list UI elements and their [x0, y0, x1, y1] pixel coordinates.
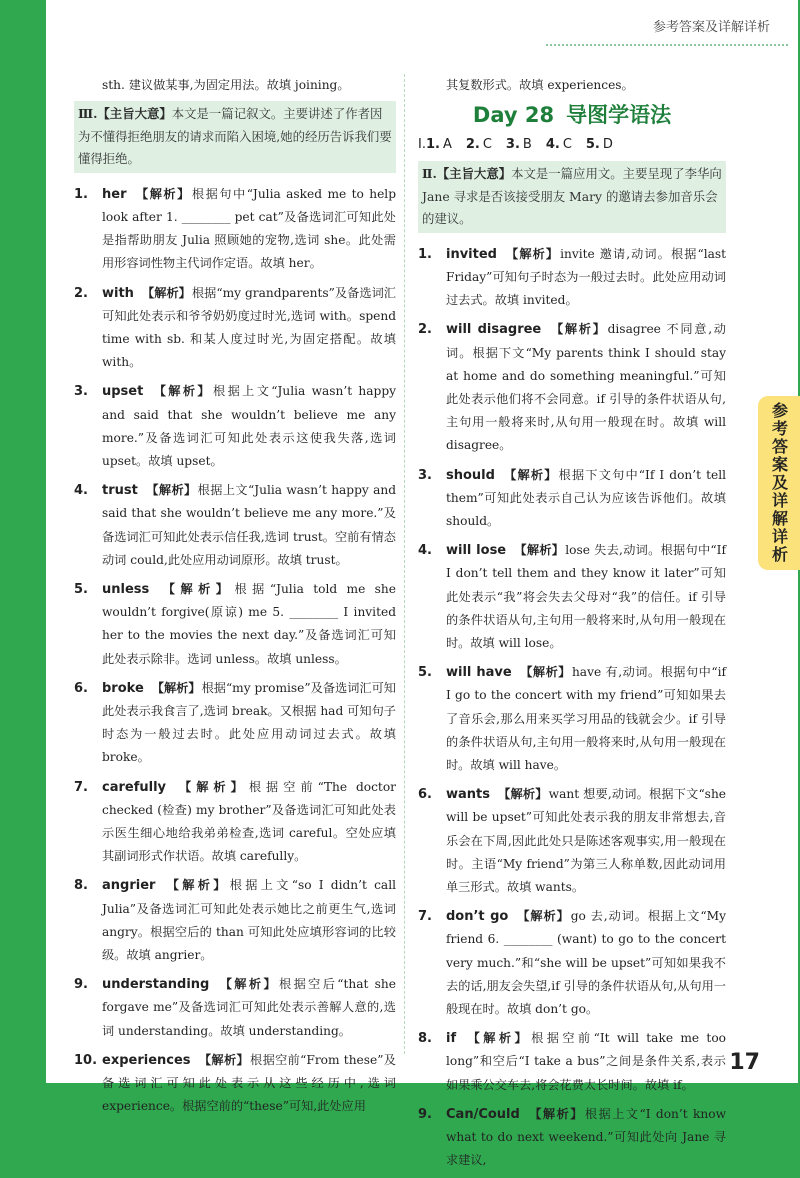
item-number: 3.: [74, 384, 88, 400]
item-number: 9.: [74, 977, 88, 993]
analysis-tag: 【解析】: [504, 246, 560, 261]
answer-item: [74, 677, 396, 770]
day-subtitle: 导图学语法: [566, 103, 672, 128]
choice-number: 5.: [585, 137, 600, 153]
analysis-text: 根据“my promise”及备选词汇可知此处表示我食言了,选词 break。又根据 had 可知句子时态为一般过去时。此处应用动词过去式。故填 broke。: [102, 680, 396, 765]
answer-item: [418, 464, 726, 534]
analysis-text: 根据空前“From these”及备选词汇可知此处表示从这些经历中,选词 experience。根据空前的“these”可知,此处应用: [102, 1052, 396, 1114]
analysis-tag: 【解析】: [174, 779, 248, 794]
item-number: 1.: [74, 186, 88, 202]
item-answer: will have: [446, 665, 512, 681]
item-number: 4.: [74, 483, 88, 499]
section-one-list: [426, 137, 627, 152]
analysis-tag: 【解析】: [151, 384, 213, 399]
item-answer: should: [446, 467, 495, 483]
answer-item: [418, 318, 726, 457]
choice-answer: [586, 137, 613, 152]
item-answer: Can/Could: [446, 1106, 520, 1122]
item-number: 5.: [418, 665, 432, 681]
answer-item: [74, 183, 396, 276]
analysis-tag: 【解析】: [516, 909, 570, 924]
answer-item: [74, 282, 396, 375]
analysis-text: 根据“my grandparents”及备选词汇可知此处表示和爷爷奶奶度过时光,选词 with。spend time with sb. 和某人度过时光,为固定搭配。故填 with。: [102, 285, 396, 370]
item-answer: broke: [102, 680, 144, 696]
item-answer: trust: [102, 483, 138, 499]
analysis-tag: 【解析】: [163, 878, 229, 893]
summary-tag: Ⅲ.【主旨大意】: [78, 106, 172, 122]
choice-answer: [506, 137, 532, 152]
page-number: 17: [729, 1050, 760, 1075]
answer-item: [74, 1049, 396, 1119]
section-side-tab: [758, 396, 800, 570]
analysis-text: 根据空前“It will take me too long”和空后“I take a bus”之间是条件关系,表示如果乘公交车去,将会花费太长时间。故填 if。: [446, 1031, 727, 1092]
analysis-tag: 【解析】: [151, 680, 201, 695]
item-answer: upset: [102, 384, 144, 400]
analysis-text: 根据上文“Julia wasn’t happy and said that she wouldn’t believe me any more.”及备选词汇可知此处表示这使我失落,选词 upset。故填 upset。: [102, 384, 397, 468]
analysis-text: 根据“Julia told me she wouldn’t forgive(原谅) me 5. ________ I invited her to the movies the next day.”及备选词汇可知此处表示除非。选词 unless。故填 unless。: [102, 581, 396, 666]
item-answer: will disagree: [446, 322, 542, 338]
analysis-tag: 【解析】: [498, 787, 548, 802]
item-number: 2.: [74, 285, 88, 301]
continued-text: 其复数形式。故填 experiences。: [446, 78, 634, 92]
answer-item: [74, 973, 396, 1043]
analysis-tag: 【解析】: [134, 186, 191, 201]
choice-letter: C: [482, 137, 492, 153]
item-number: 5.: [74, 581, 88, 597]
section-one-answers: [418, 133, 726, 157]
summary-text: 本文是一篇记叙文。主要讲述了作者因为不懂得拒绝朋友的请求而陷入困境,她的经历告诉我们要懂得拒绝。: [78, 106, 392, 167]
answer-item: [418, 1027, 726, 1097]
summary-box: [418, 161, 726, 233]
answer-item: [74, 776, 396, 869]
item-answer: will lose: [446, 543, 507, 559]
analysis-text: invite 邀请,动词。根据“last Friday”可知句子时态为一般过去时。此处应用动词过去式。故填 invited。: [446, 246, 727, 308]
answer-item: [74, 874, 396, 967]
summary-box: [74, 101, 396, 173]
item-answer: experiences: [102, 1052, 191, 1068]
day-heading: [418, 99, 726, 129]
column-divider: [404, 74, 405, 1054]
running-header: 参考答案及详解详析: [652, 20, 770, 35]
left-column: [74, 74, 396, 1124]
answer-item: [418, 1103, 726, 1173]
answer-item: [418, 783, 726, 899]
item-answer: with: [102, 285, 134, 301]
item-number: 8.: [74, 878, 88, 894]
item-number: 1.: [418, 246, 432, 262]
item-number: 9.: [418, 1106, 432, 1122]
item-number: 10.: [74, 1052, 98, 1068]
choice-answer: [466, 137, 492, 152]
answer-item: [74, 380, 396, 473]
side-tab-label: 参考答案及详解详析: [769, 402, 789, 564]
answer-item: [418, 661, 726, 777]
analysis-text: 根据上文“Julia wasn’t happy and said that she wouldn’t believe me any more.”及备选词汇可知此处表示信任我,选词 trust。空前有情态动词 could,此处应用动词原形。故填 trust。: [102, 483, 396, 567]
continued-text: sth. 建议做某事,为固定用法。故填 joining。: [102, 78, 350, 92]
answer-item: [74, 578, 396, 671]
analysis-tag: 【解析】: [549, 322, 607, 337]
choice-number: 4.: [545, 137, 560, 153]
analysis-tag: 【解析】: [464, 1031, 531, 1046]
item-answer: if: [446, 1031, 457, 1047]
item-number: 2.: [418, 322, 432, 338]
analysis-tag: 【解析】: [527, 1106, 584, 1121]
item-number: 6.: [74, 680, 88, 696]
analysis-text: 根据上文“I don’t know what to do next weekend.”可知此处向 Jane 寻求建议,: [446, 1106, 727, 1168]
analysis-tag: 【解析】: [514, 543, 565, 558]
analysis-text: 根据空前“The doctor checked (检查) my brother”及备选词汇可知此处表示医生细心地给我弟弟检查,选词 careful。空处应填其副词形式作状语。故填 carefully。: [102, 779, 396, 864]
choice-letter: B: [522, 137, 532, 153]
answer-item: [418, 243, 726, 313]
summary-tag: Ⅱ.【主旨大意】: [422, 166, 512, 182]
analysis-text: 根据上文“so I didn’t call Julia”及备选词汇可知此处表示她比之前更生气,选词 angry。根据空后的 than 可知此处应填形容词的比较级。故填 angrier。: [102, 878, 396, 962]
item-answer: her: [102, 186, 127, 202]
choice-letter: A: [442, 137, 452, 153]
analysis-text: lose 失去,动词。根据句中“If I don’t tell them and they know it later”可知此处表示“我”将会失去父母对“我”的信任。if 引导的条件状语从句,主句用一般将来时,从句用一般现在时。故填 will lose。: [446, 543, 726, 650]
item-answer: unless: [102, 581, 150, 597]
choice-answer: [546, 137, 572, 152]
answer-list: [74, 183, 396, 1119]
answer-list: [418, 243, 726, 1173]
analysis-text: 根据空后“that she forgave me”及备选词汇可知此处表示善解人意的,选词 understanding。故填 understanding。: [102, 977, 396, 1038]
item-number: 3.: [418, 467, 432, 483]
choice-number: 1.: [425, 137, 440, 153]
analysis-text: want 想要,动词。根据下文“she will be upset”可知此处表示我的朋友非常想去,音乐会在下周,因此此处只是陈述客观事实,用一般现在时。主语“My friend”为第三人称单数,因此动词用单三形式。故填 wants。: [446, 787, 727, 894]
choice-letter: C: [562, 137, 572, 153]
analysis-text: 根据句中“Julia asked me to help look after 1. ________ pet cat”及备选词汇可知此处是指帮助朋友 Julia 照顾她的宠物,选词 she。此处需用形容词性物主代词作定语。故填 her。: [102, 186, 397, 271]
answer-item: [418, 539, 726, 655]
analysis-tag: 【解析】: [145, 483, 197, 498]
item-answer: angrier: [102, 878, 156, 894]
answer-item: [74, 479, 396, 572]
choice-number: 3.: [505, 137, 520, 153]
analysis-tag: 【解析】: [157, 581, 234, 596]
item-answer: understanding: [102, 977, 210, 993]
analysis-tag: 【解析】: [198, 1052, 250, 1067]
item-number: 8.: [418, 1031, 432, 1047]
choice-answer: [426, 137, 452, 152]
item-number: 7.: [74, 779, 88, 795]
analysis-tag: 【解析】: [519, 665, 571, 680]
choice-letter: D: [602, 137, 613, 153]
item-answer: don’t go: [446, 909, 509, 925]
analysis-tag: 【解析】: [502, 467, 558, 482]
item-answer: carefully: [102, 779, 167, 795]
item-number: 4.: [418, 543, 432, 559]
analysis-text: disagree 不同意,动词。根据下文“My parents think I should stay at home and do something meaningful.”可知此处表示他们将不会同意。if 引导的条件状语从句,主句用一般将来时,从句用一般现在时。故填 will disagree。: [446, 322, 726, 453]
item-answer: wants: [446, 787, 490, 803]
item-answer: invited: [446, 246, 497, 262]
answer-item: [418, 905, 726, 1021]
analysis-text: 根据下文句中“If I don’t tell them”可知此处表示自己认为应该告诉他们。故填 should。: [446, 467, 726, 528]
summary-text: 本文是一篇应用文。主要呈现了李华向 Jane 寻求是否该接受朋友 Mary 的邀请去参加音乐会的建议。: [422, 166, 722, 227]
day-label: Day 28: [472, 103, 555, 128]
analysis-text: have 有,动词。根据句中“if I go to the concert with my friend”可知如果去了音乐会,那么用来买学习用品的钱就会少。if 引导的条件状语从句,主句用一般将来时,从句用一般现在时。故填 will have。: [446, 665, 726, 772]
analysis-tag: 【解析】: [141, 285, 191, 300]
right-column: [418, 74, 726, 1178]
analysis-tag: 【解析】: [217, 977, 279, 992]
header-divider: [546, 44, 788, 46]
section-one-label: Ⅰ.: [418, 137, 426, 153]
analysis-text: go 去,动词。根据上文“My friend 6. ________ (want) to go to the concert very much.”和“she will be upset”可知如果我不去的话,朋友会失望,if 引导的条件状语从句,从句用一般现在时。故填 don’t go。: [446, 909, 726, 1016]
item-number: 6.: [418, 787, 432, 803]
choice-number: 2.: [465, 137, 480, 153]
item-number: 7.: [418, 909, 432, 925]
